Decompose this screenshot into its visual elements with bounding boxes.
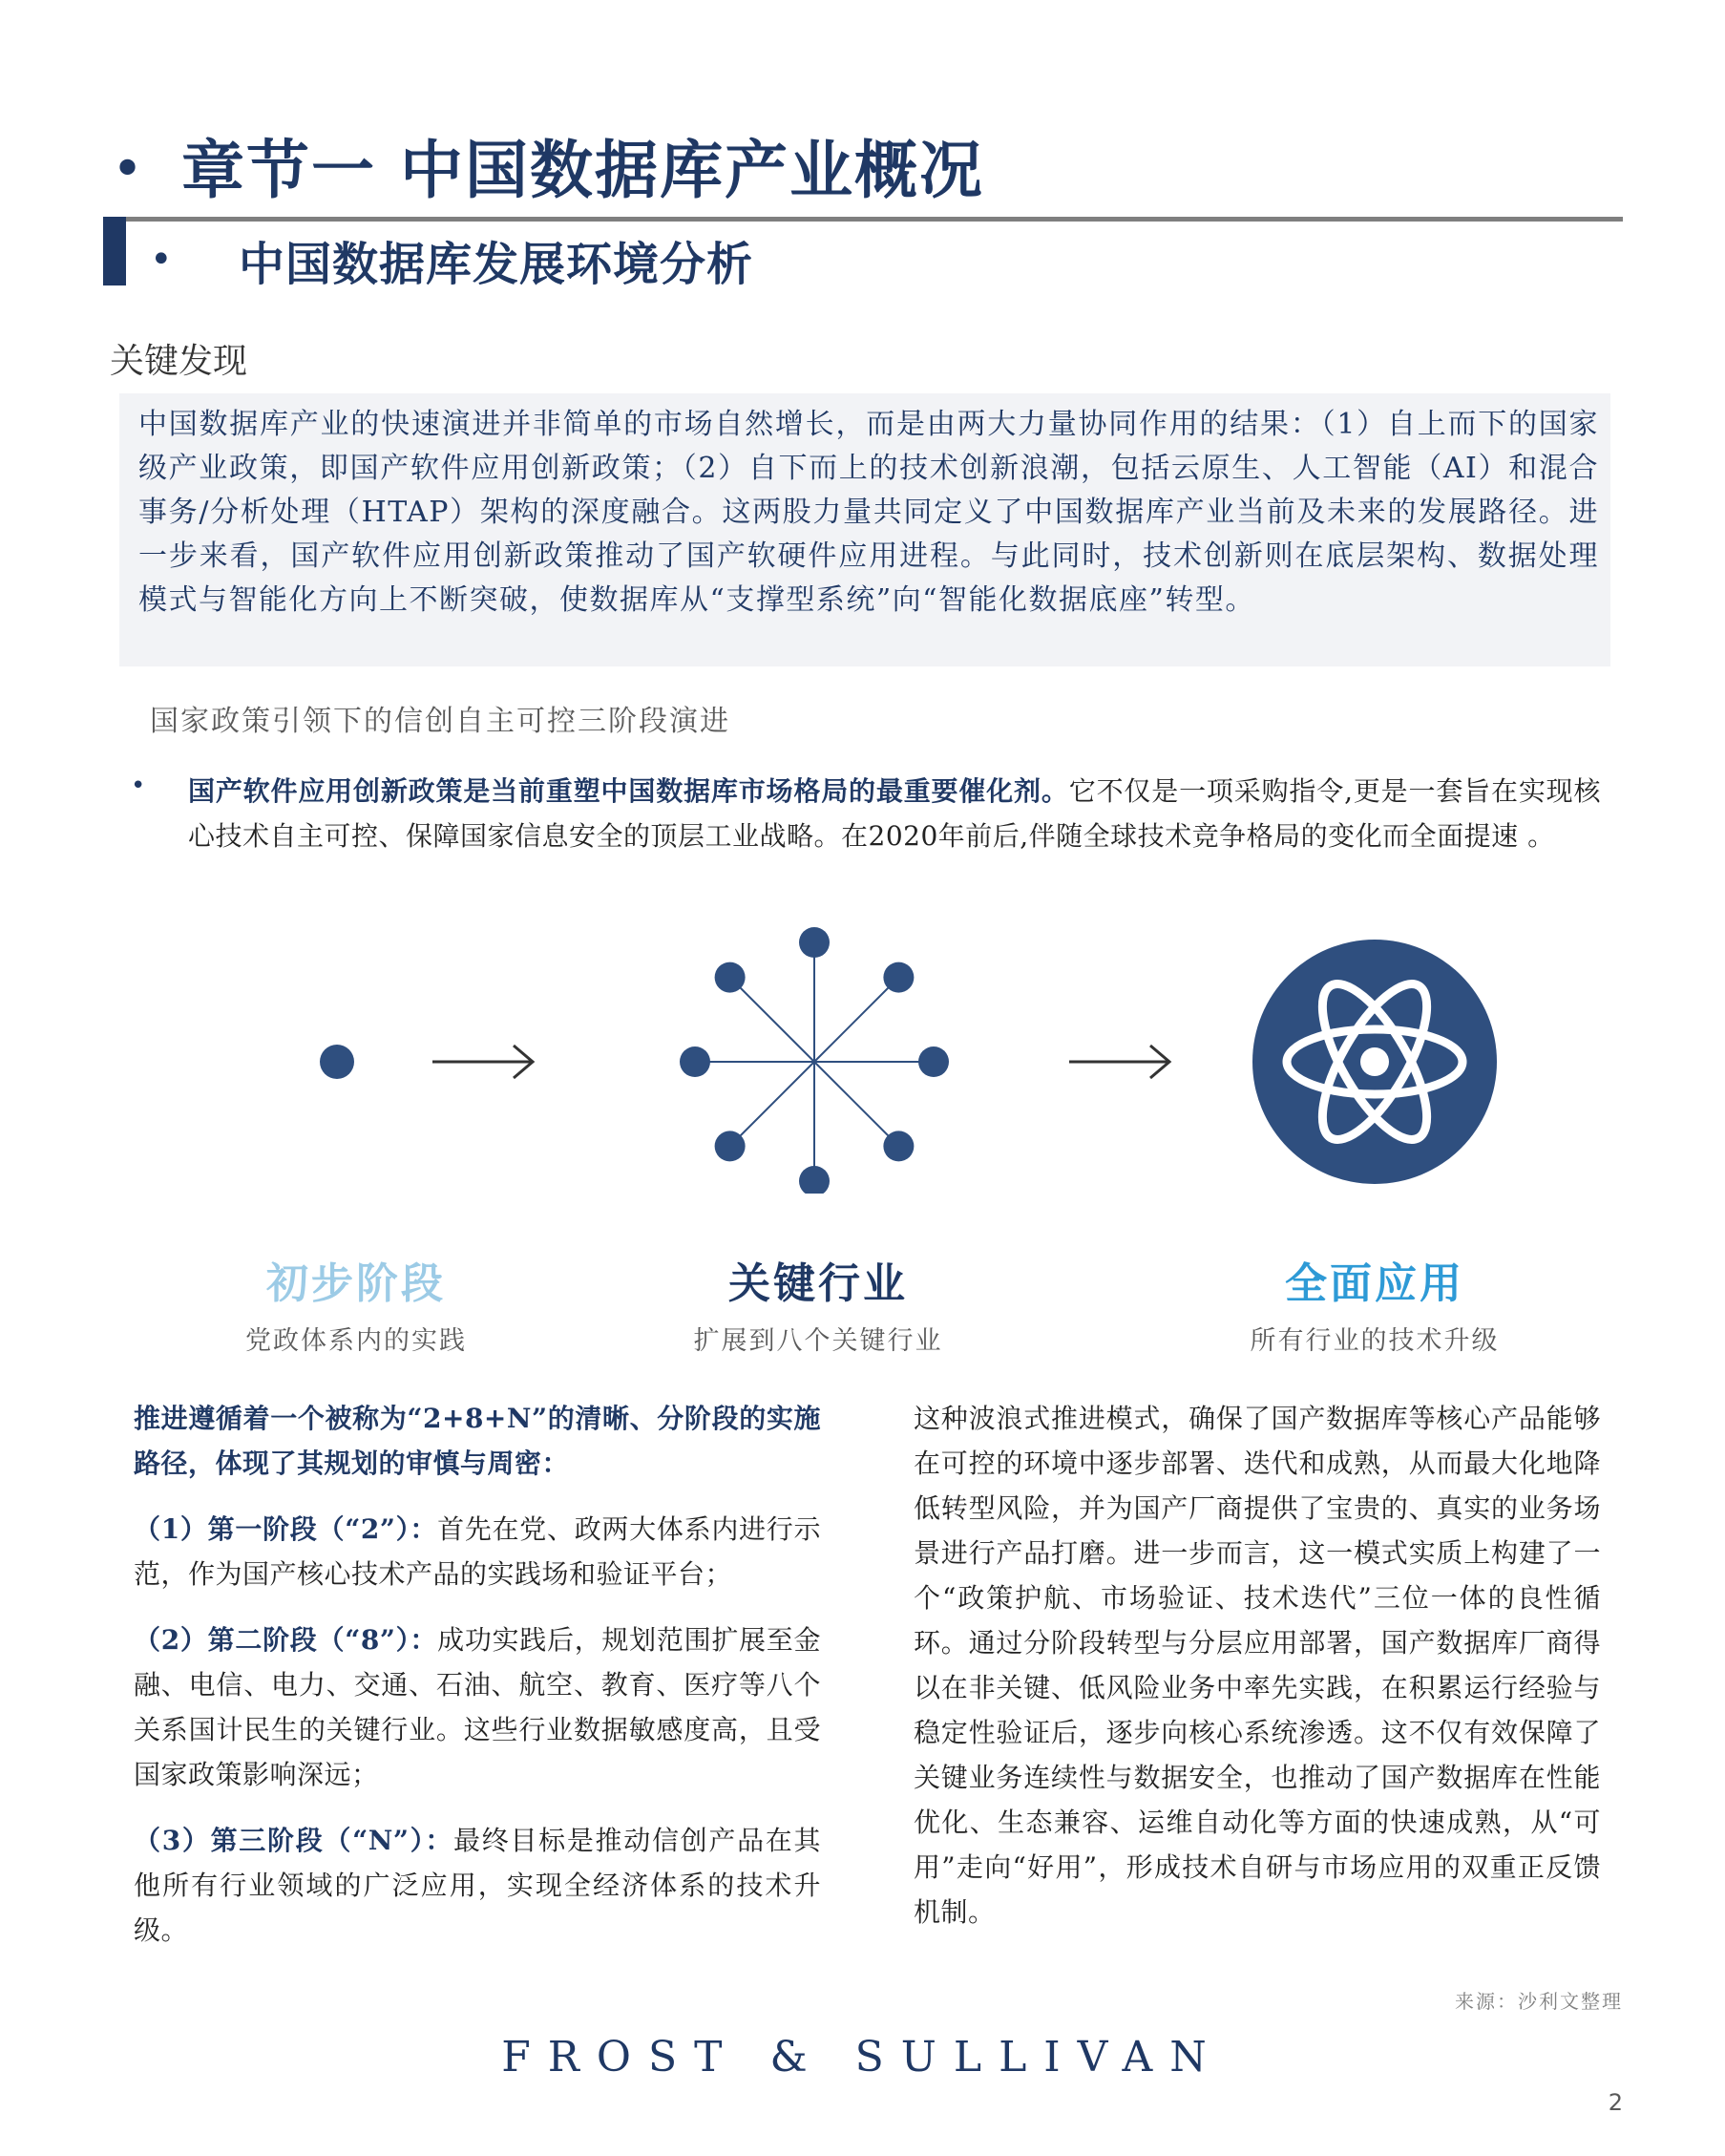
hub-node bbox=[883, 1131, 914, 1161]
hub-spoke bbox=[814, 1062, 898, 1146]
hub-node bbox=[883, 962, 914, 993]
analysis-column: 这种波浪式推进模式，确保了国产数据库等核心产品能够在可控的环境中逐步部署、迭代和成熟，从而最大化地降低转型风险，并为国产厂商提供了宝贵的、真实的业务场景进行产品打磨。进一步而言，这一模式实质上构建了一个“政策护航、市场验证、技术迭代”三位一体的良性循环。通过分阶段转型与分层应用部署，国产数据库厂商得以在非关键、低风险业务中率先实践，在积累运行经验与稳定性验证后，逐步向核心系统渗透。这不仅有效保障了关键业务连续性与数据安全，也推动了国产数据库在性能优化、生态兼容、运维自动化等方面的快速成熟，从“可用”走向“好用”，形成技术自研与市场应用的双重正反馈机制。 bbox=[914, 1403, 1601, 1928]
source-note: 来源：沙利文整理 bbox=[1455, 1990, 1623, 2013]
policy-paragraph bbox=[188, 769, 1601, 858]
phase-2-label: （2）第二阶段（“8”）： bbox=[134, 1624, 438, 1656]
frost-sullivan-logo: FROST & SULLIVAN bbox=[501, 2033, 1224, 2082]
page-number: 2 bbox=[1608, 2089, 1623, 2116]
section-title: 中国数据库发展环境分析 bbox=[239, 238, 754, 291]
phase-1-text: 首先在党、政两大体系内进行示范，作为国产核心技术产品的实践场和验证平台； bbox=[134, 1513, 821, 1590]
hub-node bbox=[680, 1046, 710, 1077]
phase-2 bbox=[134, 1617, 821, 1797]
arrow-right-icon bbox=[432, 1046, 533, 1078]
network-hub-icon bbox=[680, 927, 949, 1194]
hub-spoke bbox=[814, 978, 898, 1062]
policy-bold-text: 国产软件应用创新政策是当前重塑中国数据库市场格局的最重要催化剂。 bbox=[188, 775, 1069, 807]
policy-bullet: • bbox=[131, 772, 146, 800]
hub-spoke bbox=[730, 978, 814, 1062]
hub-node bbox=[799, 1166, 830, 1194]
header-divider bbox=[103, 217, 1623, 222]
atom-icon bbox=[1252, 940, 1497, 1184]
hub-node bbox=[799, 927, 830, 958]
hub-node bbox=[715, 962, 746, 993]
section-bullet: • bbox=[150, 238, 173, 282]
policy-subheading: 国家政策引领下的信创自主可控三阶段演进 bbox=[150, 705, 730, 738]
phase-1-label: （1）第一阶段（“2”）： bbox=[134, 1513, 438, 1545]
chapter-bullet: • bbox=[112, 138, 144, 201]
hub-node bbox=[918, 1046, 949, 1077]
stage-1-description: 党政体系内的实践 bbox=[245, 1326, 467, 1356]
section-accent-bar bbox=[103, 217, 126, 285]
stage-2-title: 关键行业 bbox=[728, 1259, 908, 1308]
chapter-title: 章节一 中国数据库产业概况 bbox=[181, 133, 984, 207]
hub-node bbox=[715, 1131, 746, 1161]
key-findings-label: 关键发现 bbox=[110, 342, 248, 381]
policy-body-text: 它不仅是一项采购指令,更是一套旨在实现核心技术自主可控、保障国家信息安全的顶层工业战略。在2020年前后,伴随全球技术竞争格局的变化而全面提速 。 bbox=[188, 775, 1601, 852]
phase-3-label: （3）第三阶段（“N”）： bbox=[134, 1825, 454, 1856]
phases-column bbox=[134, 1396, 821, 1974]
stage-diagram bbox=[0, 917, 1725, 1194]
arrow-right-icon bbox=[1069, 1046, 1169, 1078]
phase-3 bbox=[134, 1818, 821, 1953]
phase-3-text: 最终目标是推动信创产品在其他所有行业领域的广泛应用，实现全经济体系的技术升级。 bbox=[134, 1825, 821, 1946]
phase-1 bbox=[134, 1507, 821, 1596]
stage-1-title: 初步阶段 bbox=[266, 1259, 446, 1308]
key-findings-text: 中国数据库产业的快速演进并非简单的市场自然增长，而是由两大力量协同作用的结果：（1）自上而下的国家级产业政策，即国产软件应用创新政策；（2）自下而上的技术创新浪潮，包括云原生、人工智能（AI）和混合事务/分析处理（HTAP）架构的深度融合。这两股力量共同定义了中国数据库产业当前及未来的发展路径。进一步来看，国产软件应用创新政策推动了国产软硬件应用进程。与此同时，技术创新则在底层架构、数据处理模式与智能化方向上不断突破，使数据库从“支撑型系统”向“智能化数据底座”转型。 bbox=[138, 408, 1599, 617]
single-dot-icon bbox=[320, 1045, 354, 1079]
phases-intro: 推进遵循着一个被称为“2+8+N”的清晰、分阶段的实施路径，体现了其规划的审慎与周密： bbox=[134, 1403, 821, 1479]
stage-3-description: 所有行业的技术升级 bbox=[1250, 1326, 1500, 1356]
stage-3-title: 全面应用 bbox=[1285, 1259, 1464, 1308]
stage-2-description: 扩展到八个关键行业 bbox=[693, 1326, 943, 1356]
hub-spoke bbox=[730, 1062, 814, 1146]
phase-2-text: 成功实践后，规划范围扩展至金融、电信、电力、交通、石油、航空、教育、医疗等八个关系国计民生的关键行业。这些行业数据敏感度高，且受国家政策影响深远； bbox=[134, 1624, 821, 1790]
